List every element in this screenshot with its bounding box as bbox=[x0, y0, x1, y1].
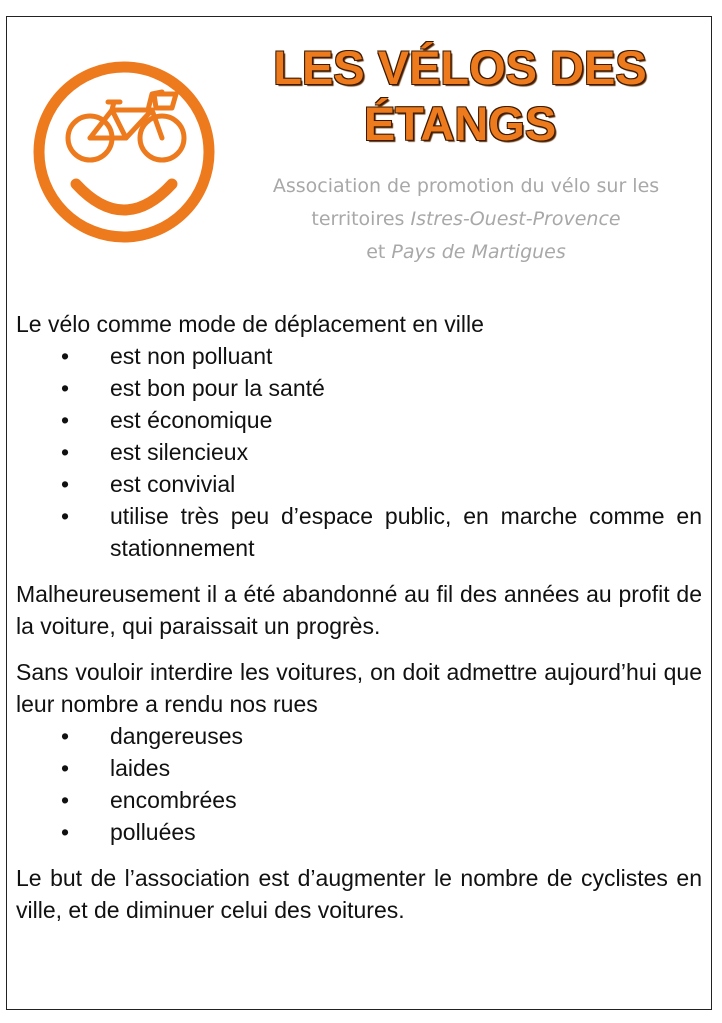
subtitle-line-2-place: Istres-Ouest-Provence bbox=[410, 208, 621, 230]
section1-intro: Le vélo comme mode de déplacement en ville bbox=[16, 311, 484, 337]
list-item-text: est convivial bbox=[110, 471, 236, 497]
list-item bbox=[16, 784, 702, 816]
section4-text: Le but de l’association est d’augmenter le nombre de cyclistes en ville, et de diminuer celui des voitures. bbox=[16, 865, 702, 923]
bicycle-smiley-logo-icon bbox=[30, 58, 218, 246]
subtitle-line-3-place: Pays de Martigues bbox=[391, 241, 566, 263]
bullet-icon: • bbox=[61, 787, 70, 813]
bullet-icon: • bbox=[61, 503, 70, 529]
list-item-text: utilise très peu d’espace public, en marche comme en stationnement bbox=[110, 503, 702, 561]
list-item bbox=[16, 372, 702, 404]
list-item bbox=[16, 500, 702, 564]
subtitle-line-3 bbox=[222, 236, 710, 269]
list-item bbox=[16, 436, 702, 468]
title bbox=[230, 40, 690, 152]
subtitle-line-1: Association de promotion du vélo sur les bbox=[272, 175, 660, 197]
subtitle-line-2 bbox=[222, 203, 710, 236]
section3-bullets bbox=[16, 720, 702, 848]
body-content bbox=[16, 308, 702, 926]
bullet-icon: • bbox=[61, 375, 70, 401]
list-item-text: est non polluant bbox=[110, 343, 273, 369]
list-item-text: laides bbox=[110, 755, 171, 781]
list-item-text: encombrées bbox=[110, 787, 237, 813]
bullet-icon: • bbox=[61, 819, 70, 845]
subtitle-line-3-prefix: et bbox=[366, 241, 392, 263]
subtitle-line-2-prefix: territoires bbox=[311, 208, 411, 230]
list-item bbox=[16, 720, 702, 752]
list-item bbox=[16, 816, 702, 848]
list-item-text: est silencieux bbox=[110, 439, 249, 465]
section3-intro: Sans vouloir interdire les voitures, on doit admettre aujourd’hui que leur nombre a rendu nos rues bbox=[16, 659, 702, 717]
section1-bullets bbox=[16, 340, 702, 564]
list-item-text: est économique bbox=[110, 407, 273, 433]
subtitle bbox=[222, 170, 710, 269]
list-item-text: est bon pour la santé bbox=[110, 375, 325, 401]
list-item bbox=[16, 340, 702, 372]
title-line-2: ÉTANGS bbox=[363, 97, 557, 150]
bullet-icon: • bbox=[61, 471, 70, 497]
bullet-icon: • bbox=[61, 723, 70, 749]
list-item-text: dangereuses bbox=[110, 723, 243, 749]
list-item-text: polluées bbox=[110, 819, 196, 845]
section2-text: Malheureusement il a été abandonné au fil des années au profit de la voiture, qui paraissait un progrès. bbox=[16, 581, 702, 639]
title-line-1: LES VÉLOS DES bbox=[273, 41, 647, 94]
bullet-icon: • bbox=[61, 343, 70, 369]
list-item bbox=[16, 468, 702, 500]
list-item bbox=[16, 404, 702, 436]
bullet-icon: • bbox=[61, 407, 70, 433]
bullet-icon: • bbox=[61, 439, 70, 465]
list-item bbox=[16, 752, 702, 784]
bullet-icon: • bbox=[61, 755, 70, 781]
